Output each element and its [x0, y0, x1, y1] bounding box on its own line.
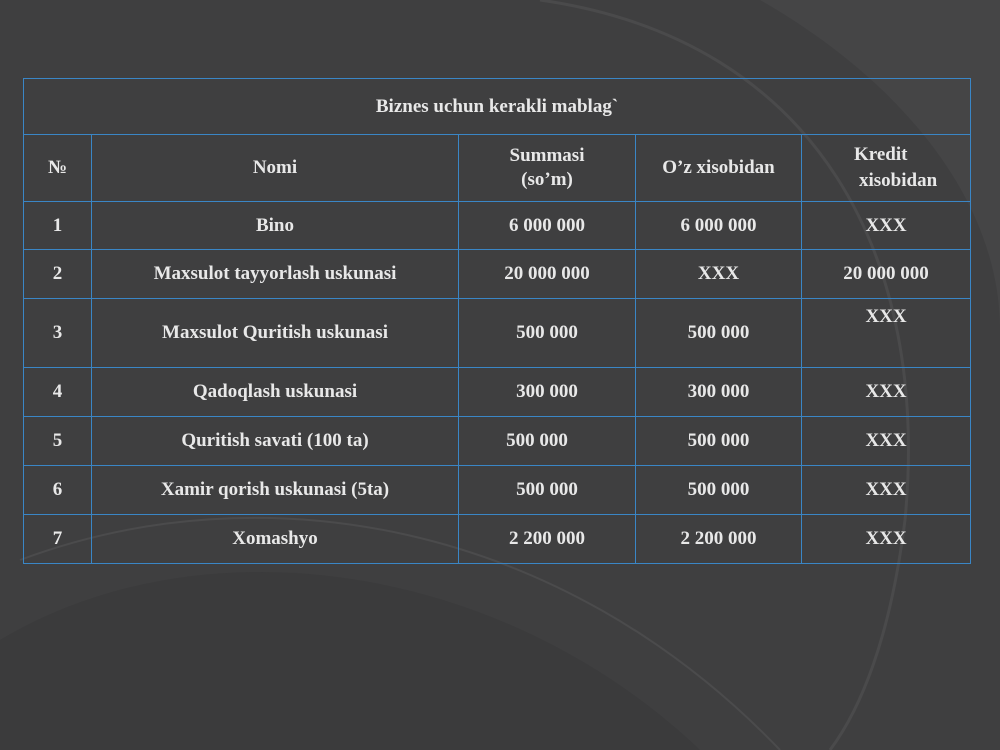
- row-amount: 500 000: [459, 466, 636, 515]
- table-row: [24, 299, 971, 368]
- row-own-funds: 500 000: [636, 466, 802, 515]
- header-credit: [802, 135, 971, 202]
- table-title: Biznes uchun kerakli mablag`: [24, 79, 971, 135]
- table-row: [24, 202, 971, 250]
- row-name: Bino: [92, 202, 459, 250]
- row-amount: 300 000: [459, 368, 636, 417]
- row-number: 5: [24, 417, 92, 466]
- header-amount: [459, 135, 636, 202]
- row-number: 6: [24, 466, 92, 515]
- row-number: 3: [24, 299, 92, 368]
- header-amount-line2: (so’m): [521, 169, 573, 190]
- row-name: Qadoqlash uskunasi: [92, 368, 459, 417]
- header-name: Nomi: [92, 135, 459, 202]
- table-header-row: [24, 135, 971, 202]
- header-credit-line2: xisobidan: [859, 170, 938, 191]
- row-amount: 20 000 000: [459, 250, 636, 299]
- header-own-funds: O’z xisobidan: [636, 135, 802, 202]
- table-row: [24, 466, 971, 515]
- row-own-funds: 500 000: [636, 299, 802, 368]
- row-own-funds: 300 000: [636, 368, 802, 417]
- table-row: [24, 368, 971, 417]
- budget-table: [23, 78, 971, 564]
- row-amount: 500 000: [459, 417, 636, 466]
- row-credit: XXX: [802, 299, 971, 368]
- row-number: 4: [24, 368, 92, 417]
- row-credit: XXX: [802, 466, 971, 515]
- row-number: 1: [24, 202, 92, 250]
- row-own-funds: 6 000 000: [636, 202, 802, 250]
- row-number: 7: [24, 515, 92, 564]
- row-credit: XXX: [802, 202, 971, 250]
- header-credit-line1: Kredit: [854, 144, 908, 165]
- row-name: Maxsulot Quritish uskunasi: [92, 299, 459, 368]
- row-name: Xamir qorish uskunasi (5ta): [92, 466, 459, 515]
- row-credit: 20 000 000: [802, 250, 971, 299]
- table-row: [24, 417, 971, 466]
- row-amount: 6 000 000: [459, 202, 636, 250]
- row-amount: 2 200 000: [459, 515, 636, 564]
- row-own-funds: XXX: [636, 250, 802, 299]
- row-credit: XXX: [802, 417, 971, 466]
- table-row: [24, 515, 971, 564]
- table-title-row: [24, 79, 971, 135]
- header-number: №: [24, 135, 92, 202]
- row-credit: XXX: [802, 515, 971, 564]
- table-row: [24, 250, 971, 299]
- row-credit: XXX: [802, 368, 971, 417]
- row-amount: 500 000: [459, 299, 636, 368]
- budget-table-container: [23, 78, 970, 564]
- row-name: Maxsulot tayyorlash uskunasi: [92, 250, 459, 299]
- row-name: Xomashyo: [92, 515, 459, 564]
- header-amount-line1: Summasi: [509, 145, 585, 166]
- row-number: 2: [24, 250, 92, 299]
- row-own-funds: 2 200 000: [636, 515, 802, 564]
- row-name: Quritish savati (100 ta): [92, 417, 459, 466]
- row-own-funds: 500 000: [636, 417, 802, 466]
